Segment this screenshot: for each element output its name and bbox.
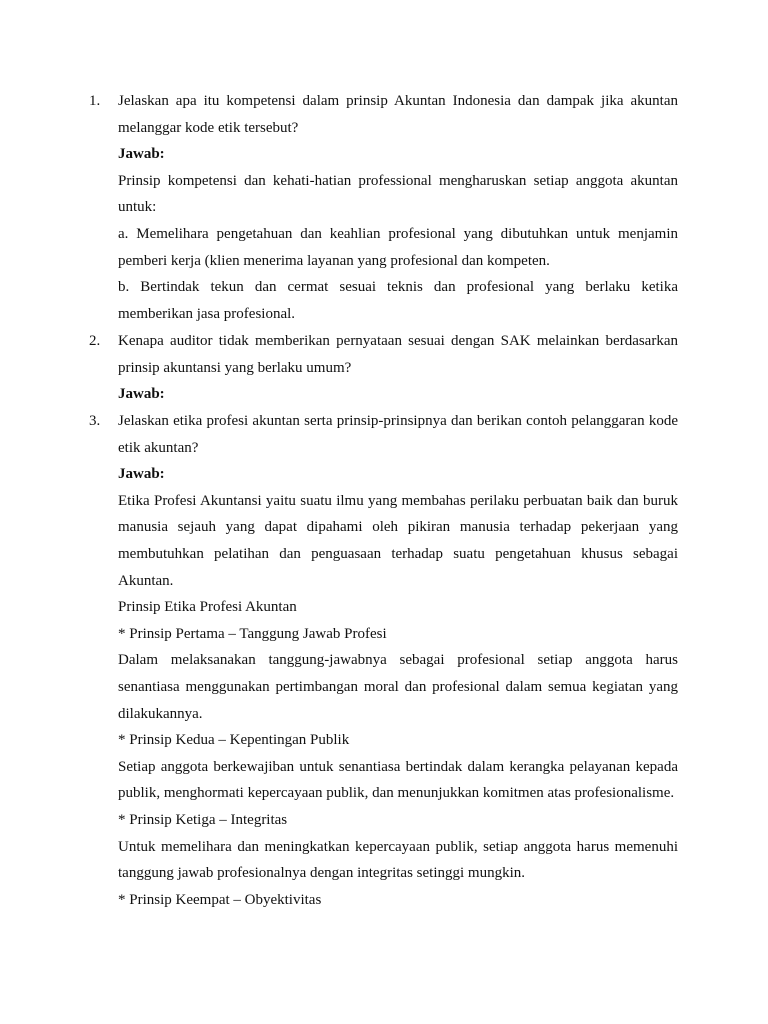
answer-label: Jawab:	[118, 466, 165, 483]
question-number: 1.	[89, 93, 101, 109]
answer-text-line: manusia sejauh yang dapat dipahami oleh pikiran manusia terhadap pekerjaan yang	[118, 519, 678, 536]
answer-text-line: Setiap anggota berkewajiban untuk senantiasa bertindak dalam kerangka pelayanan kepada	[118, 758, 678, 775]
answer-text-line: Etika Profesi Akuntansi yaitu suatu ilmu yang membahas perilaku perbuatan baik dan buruk	[118, 492, 678, 509]
answer-text-line: untuk:	[118, 199, 157, 216]
answer-text-line: publik, menghormati kepercayaan publik, dan menunjukkan komitmen atas profesionalisme.	[118, 785, 675, 802]
answer-text-line: tanggung jawab profesionalnya dengan integritas setinggi mungkin.	[118, 865, 525, 882]
principle-heading: * Prinsip Pertama – Tanggung Jawab Profesi	[118, 625, 387, 642]
question-number: 2.	[89, 333, 101, 349]
section-heading: Prinsip Etika Profesi Akuntan	[118, 599, 297, 616]
question-text-line: melanggar kode etik tersebut?	[118, 119, 299, 136]
question-text-line: prinsip akuntansi yang berlaku umum?	[118, 359, 352, 376]
answer-text-line: a. Memelihara pengetahuan dan keahlian profesional yang dibutuhkan untuk menjamin	[118, 225, 678, 242]
answer-text-line: membutuhkan pelatihan dan penguasaan terhadap suatu pengetahuan khusus sebagai	[118, 545, 678, 562]
question-text-line: etik akuntan?	[118, 439, 199, 456]
question-body	[118, 328, 678, 408]
answer-text-line: Untuk memelihara dan meningkatkan kepercayaan publik, setiap anggota harus memenuhi	[118, 838, 678, 855]
answer-text-line: pemberi kerja (klien menerima layanan yang profesional dan kompeten.	[118, 252, 550, 269]
question-text-line: Jelaskan etika profesi akuntan serta prinsip-prinsipnya dan berikan contoh pelanggaran kode	[118, 413, 678, 429]
principle-heading: * Prinsip Ketiga – Integritas	[118, 811, 288, 828]
answer-text-line: Prinsip kompetensi dan kehati-hatian professional mengharuskan setiap anggota akuntan	[118, 172, 678, 189]
principle-heading: * Prinsip Kedua – Kepentingan Publik	[118, 732, 350, 749]
answer-text-line: dilakukannya.	[118, 705, 203, 722]
answer-text-line: senantiasa menggunakan pertimbangan moral dan profesional dalam semua kegiatan yang	[118, 678, 678, 695]
answer-text-line: Dalam melaksanakan tanggung-jawabnya sebagai profesional setiap anggota harus	[118, 652, 678, 669]
question-number: 3.	[89, 413, 101, 429]
answer-text-line: b. Bertindak tekun dan cermat sesuai teknis dan profesional yang berlaku ketika	[118, 279, 678, 296]
question-body	[118, 408, 678, 913]
answer-text-line: memberikan jasa profesional.	[118, 305, 296, 322]
principle-heading: * Prinsip Keempat – Obyektivitas	[118, 891, 322, 908]
answer-text-line: Akuntan.	[118, 572, 174, 589]
answer-label: Jawab:	[118, 386, 165, 403]
question-text-line: Kenapa auditor tidak memberikan pernyataan sesuai dengan SAK melainkan berdasarkan	[118, 333, 678, 349]
answer-label: Jawab:	[118, 146, 165, 163]
question-text-line: Jelaskan apa itu kompetensi dalam prinsip Akuntan Indonesia dan dampak jika akuntan	[118, 93, 678, 109]
question-body	[118, 88, 678, 327]
